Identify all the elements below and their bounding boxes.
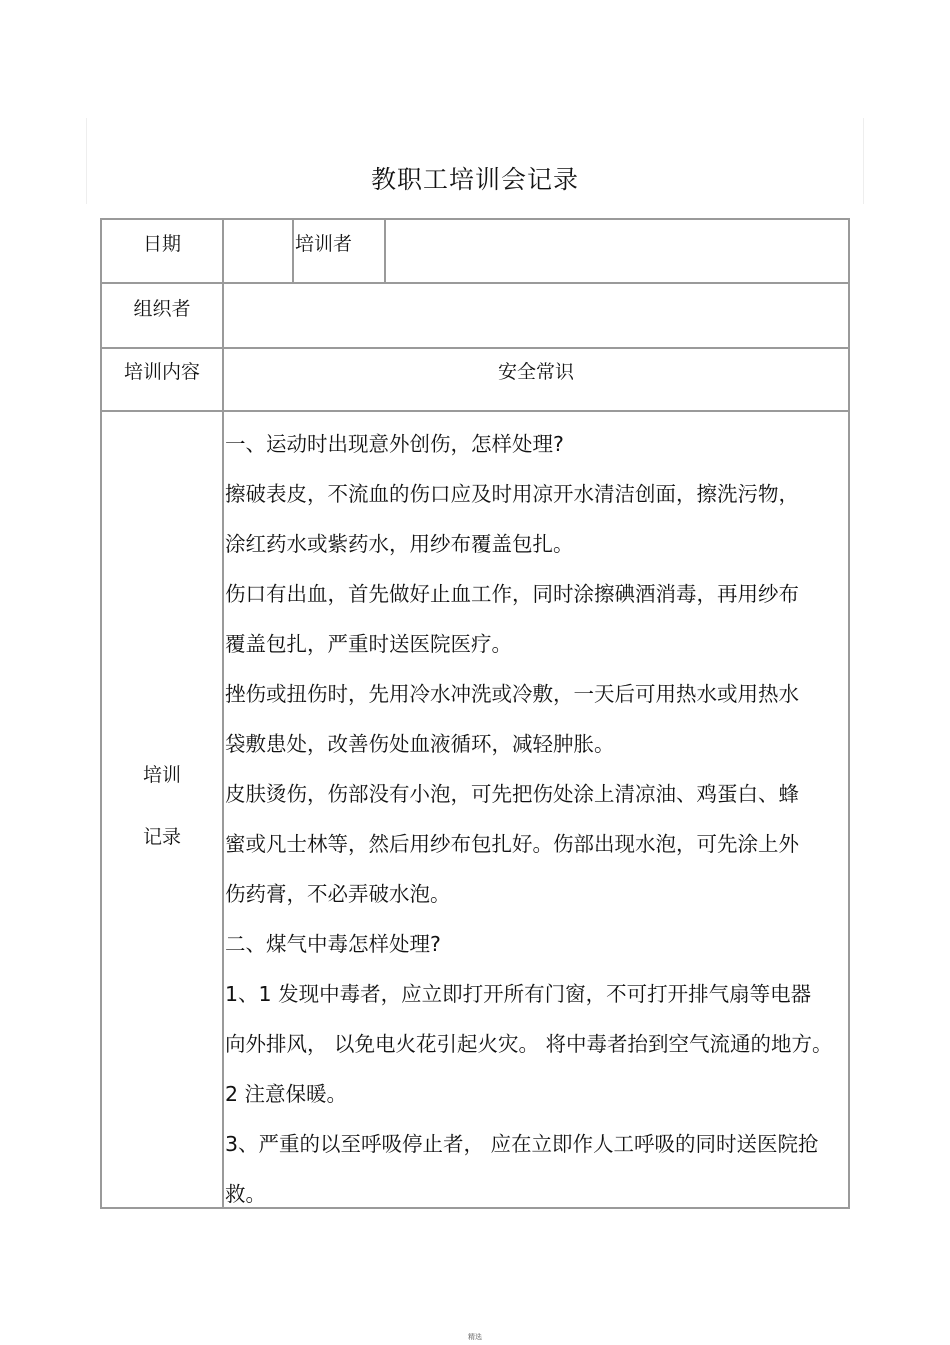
record-line: 向外排风， 以免电火花引起火灾。 将中毒者抬到空气流通的地方。 [225, 1032, 833, 1056]
page-title: 教职工培训会记录 [370, 165, 579, 194]
record-line: 一、运动时出现意外创伤，怎样处理? [225, 432, 564, 456]
record-line: 伤药膏，不必弄破水泡。 [225, 882, 451, 906]
row-divider [102, 410, 848, 412]
record-line: 救。 [225, 1182, 266, 1206]
footer-mark: 精选 [468, 1333, 482, 1341]
record-line: 涂红药水或紫药水，用纱布覆盖包扎。 [225, 532, 574, 556]
record-line: 伤口有出血，首先做好止血工作，同时涂擦碘酒消毒，再用纱布 [225, 582, 799, 606]
record-line: 覆盖包扎，严重时送医院医疗。 [225, 632, 512, 656]
record-line: 擦破表皮，不流血的伤口应及时用凉开水清洁创面，擦洗污物， [225, 482, 799, 506]
record-line: 蜜或凡士林等，然后用纱布包扎好。伤部出现水泡，可先涂上外 [225, 832, 799, 856]
trainer-label: 培训者 [295, 233, 353, 255]
date-label: 日期 [142, 233, 181, 255]
record-line: 2 注意保暖。 [225, 1082, 348, 1106]
content-label: 培训内容 [123, 361, 200, 383]
organizer-label: 组织者 [133, 298, 191, 320]
content-value: 安全常识 [497, 361, 574, 383]
record-line: 3、严重的以至呼吸停止者， 应在立即作人工呼吸的同时送医院抢 [225, 1132, 819, 1156]
record-label-line2: 记录 [142, 826, 181, 848]
record-line: 1、1 发现中毒者，应立即打开所有门窗，不可打开排气扇等电器 [225, 982, 812, 1006]
row-divider [102, 282, 848, 284]
record-line: 二、煤气中毒怎样处理? [225, 932, 441, 956]
column-divider [292, 220, 294, 282]
record-line: 挫伤或扭伤时，先用冷水冲洗或冷敷，一天后可用热水或用热水 [225, 682, 799, 706]
record-label-line1: 培训 [142, 764, 181, 786]
record-body [225, 419, 850, 1219]
training-record-table [100, 218, 850, 1209]
record-line: 袋敷患处，改善伤处血液循环，减轻肿胀。 [225, 732, 615, 756]
column-divider [384, 220, 386, 282]
record-line: 皮肤烫伤，伤部没有小泡，可先把伤处涂上清凉油、鸡蛋白、蜂 [225, 782, 799, 806]
row-divider [102, 347, 848, 349]
